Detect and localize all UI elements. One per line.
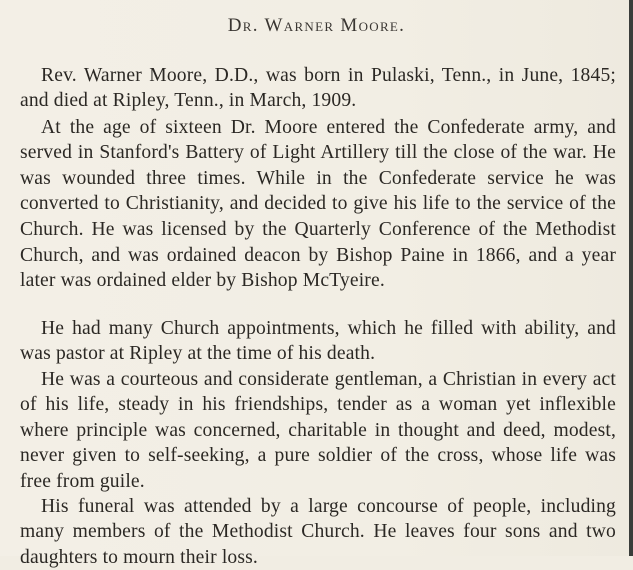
paragraph-character: He was a courteous and considerate gentleman, a Christian in every act of his life, steady in his friendships, tender as a woman yet inflexible where principle was concerned, charitable in thought and deed, modest, never given to self-seeking, a pure soldier of the cross, whose life was free from guile. bbox=[20, 368, 616, 492]
page-title: Dr. Warner Moore. bbox=[227, 15, 406, 36]
paragraph-birth-death: Rev. Warner Moore, D.D., was born in Pulaski, Tenn., in June, 1845; and died at Ripley, Tenn., in March, 1909. bbox=[20, 64, 616, 112]
paragraph-appointments: He had many Church appointments, which he filled with ability, and was pastor at Ripley at the time of his death. bbox=[20, 317, 616, 365]
page-edge-shadow bbox=[629, 0, 633, 556]
paragraph-military-service: At the age of sixteen Dr. Moore entered the Confederate army, and served in Stanford's Battery of Light Artillery till the close of the war. He was wounded three times. While in the Confederate service he was converted to Christianity, and decided to give his life to the service of the Church. He was licensed by the Quarterly Conference of the Methodist Church, and was ordained deacon by Bishop Paine in 1866, and a year later was ordained elder by Bishop McTyeire. bbox=[20, 116, 616, 292]
paragraph-funeral: His funeral was attended by a large concourse of people, including many members of the Methodist Church. He leaves four sons and two daughters to mourn their loss. bbox=[20, 495, 616, 568]
